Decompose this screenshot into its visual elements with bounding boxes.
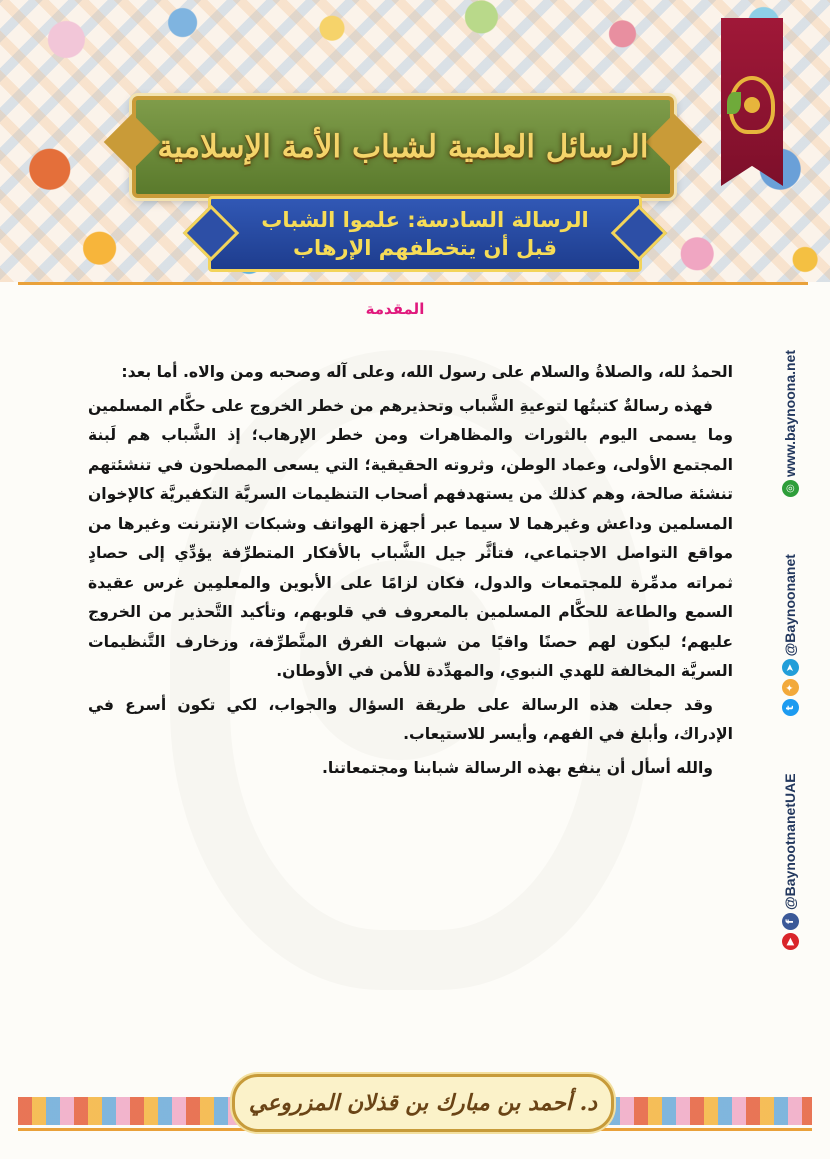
social-sidebar <box>770 350 810 950</box>
website-link[interactable]: www.baynoona.net <box>782 350 798 478</box>
series-title: الرسائل العلمية لشباب الأمة الإسلامية <box>157 129 649 165</box>
globe-icon[interactable]: ◎ <box>782 480 799 497</box>
youtube-facebook-group <box>782 773 799 950</box>
series-title-banner <box>132 96 674 198</box>
author-plate <box>232 1074 614 1132</box>
subtitle-line-2: قبل أن يتخطفهم الإرهاب <box>292 236 558 260</box>
website-group <box>782 350 799 497</box>
leaf-icon <box>727 92 741 114</box>
twitter-handle[interactable]: @Baynoonanet <box>782 554 798 657</box>
header-divider <box>18 282 808 285</box>
twitter-group <box>782 554 799 716</box>
body-text <box>88 358 733 783</box>
snapchat-icon[interactable]: ✦ <box>782 679 799 696</box>
paragraph-method: وقد جعلت هذه الرسالة على طريقة السؤال والجواب، لكي تكون أسرع في الإدراك، وأبلغ في الفهم، وأيسر للاستيعاب. <box>88 695 733 743</box>
header-decoration <box>0 0 830 282</box>
facebook-icon[interactable]: f <box>782 913 799 930</box>
youtube-handle[interactable]: @BaynootnanetUAE <box>782 773 798 910</box>
paragraph-main: فهذه رسالةٌ كتبتُها لتوعيةِ الشَّباب وتحذيرهم من خطر الخروج على حكَّام المسلمين وما يسمى اليوم بالثورات والمظاهرات ومن خطر الإرهاب؛ إذ الشَّباب هم لَبنة المجتمع الأولى، وعماد الوطن، وثروته الحقيقية؛ التي يسعى المصلحون في تنشئتهم تنشئة صالحة، وهم كذلك من يستهدفهم أصحاب التنظيمات السريَّة التكفيريَّة كالإخوان المسلمين وداعش وغيرهما لا سيما عبر أجهزة الهواتف وشبكات الإنترنت وغيرها من مواقع التواصل الاجتماعي، فتأثَّر جيل الشَّباب بالأفكار المتطرِّفة يؤدِّي إلى حصادٍ ثمراته مدمِّرة للمجتمعات والدول، فكان لزامًا على الأبوين والمعلمِين غرس عقيدة السمع والطاعة للحكَّام المسلمين بالمعروف في قلوبهم، وتأكيد التَّحذير من الخروج عليهم؛ ليكون لهم حصنًا واقيًا من شبهات الفرق المتَّطرِّفة، وزخارف التَّنظيمات السريَّة المخالفة للهدي النبوي، والمهدِّدة للأمن في الأوطان. <box>88 396 733 680</box>
section-heading: المقدمة <box>365 300 425 318</box>
youtube-icon[interactable]: ▶ <box>782 933 799 950</box>
paragraph-closing: والله أسأل أن ينفع بهذه الرسالة شبابنا ومجتمعاتنا. <box>322 758 713 777</box>
twitter-icon[interactable]: t <box>782 699 799 716</box>
author-name: د. أحمد بن مبارك بن قذلان المزروعي <box>248 1090 598 1116</box>
subtitle-line-1: الرسالة السادسة: علموا الشباب <box>261 208 589 232</box>
paragraph-opening: الحمدُ لله، والصلاةُ والسلام على رسول الله، وعلى آله وصحبه ومن والاه. أما بعد: <box>121 363 733 381</box>
subtitle-banner <box>208 196 642 272</box>
telegram-icon[interactable]: ➤ <box>782 659 799 676</box>
